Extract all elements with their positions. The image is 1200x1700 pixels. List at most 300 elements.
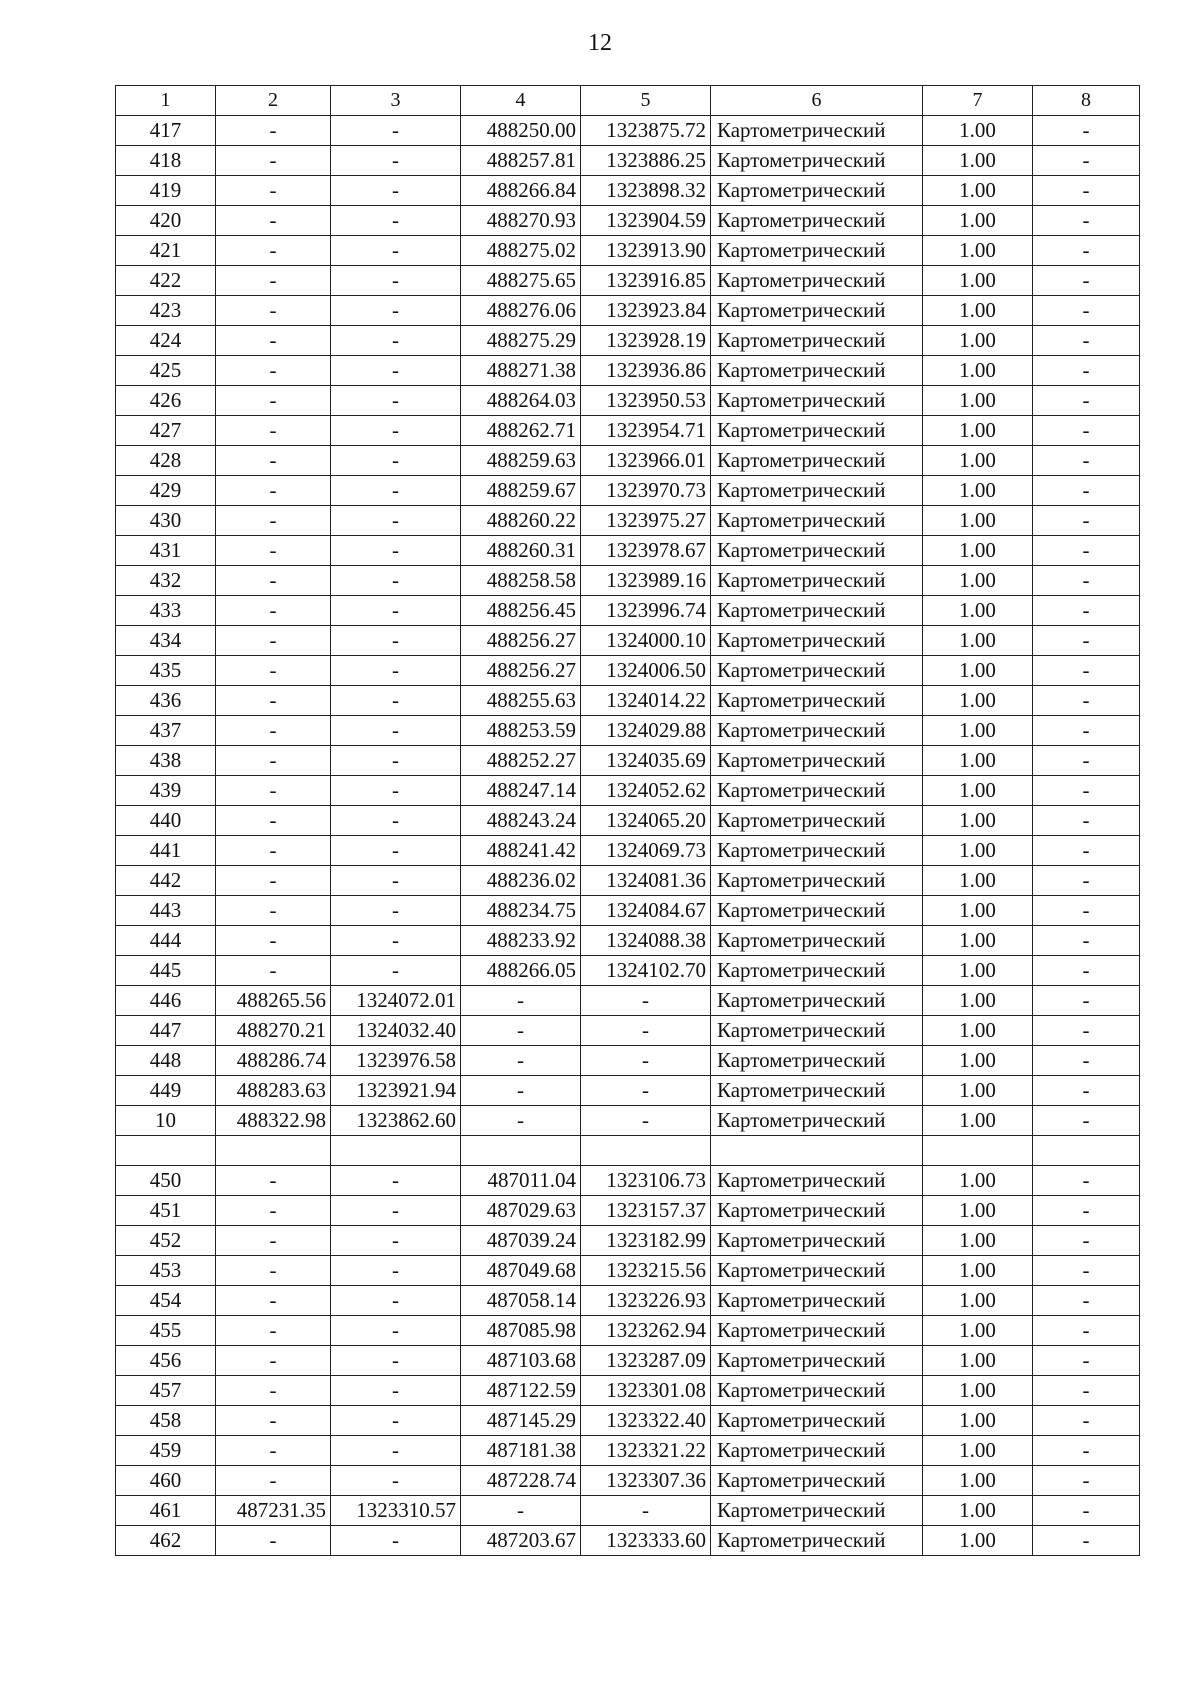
note-cell: - [1033,326,1140,356]
y-new-cell: 1324029.88 [581,716,711,746]
x-old-cell: - [216,1316,331,1346]
table-row [116,926,1140,956]
method-cell: Картометрический [711,1226,923,1256]
x-new-cell: 487039.24 [461,1226,581,1256]
x-new-cell: 488256.45 [461,596,581,626]
method-cell: Картометрический [711,1106,923,1136]
x-old-cell: - [216,1196,331,1226]
table-row [116,746,1140,776]
y-new-cell: 1324069.73 [581,836,711,866]
y-new-cell: 1323913.90 [581,236,711,266]
table-row [116,896,1140,926]
y-new-cell: 1323904.59 [581,206,711,236]
table-row [116,1346,1140,1376]
x-new-cell: 488276.06 [461,296,581,326]
y-old-cell: 1323921.94 [331,1076,461,1106]
x-old-cell: - [216,656,331,686]
x-old-cell: - [216,896,331,926]
table-row [116,656,1140,686]
x-new-cell: 487058.14 [461,1286,581,1316]
accuracy-cell: 1.00 [923,416,1033,446]
x-old-cell: 488322.98 [216,1106,331,1136]
point-number-cell: 455 [116,1316,216,1346]
x-old-cell: 488270.21 [216,1016,331,1046]
table-row [116,506,1140,536]
point-number-cell: 426 [116,386,216,416]
y-new-cell: - [581,1496,711,1526]
y-new-cell: 1323886.25 [581,146,711,176]
x-new-cell: 488256.27 [461,656,581,686]
column-header: 3 [331,86,461,116]
point-number-cell: 423 [116,296,216,326]
y-old-cell: - [331,1226,461,1256]
y-old-cell: - [331,1466,461,1496]
x-old-cell: - [216,1256,331,1286]
y-new-cell: 1323321.22 [581,1436,711,1466]
note-cell: - [1033,1076,1140,1106]
accuracy-cell: 1.00 [923,956,1033,986]
accuracy-cell: 1.00 [923,206,1033,236]
method-cell: Картометрический [711,1466,923,1496]
x-old-cell: - [216,356,331,386]
y-old-cell: - [331,866,461,896]
note-cell: - [1033,356,1140,386]
point-number-cell: 443 [116,896,216,926]
note-cell: - [1033,146,1140,176]
x-new-cell: 488247.14 [461,776,581,806]
x-old-cell: - [216,686,331,716]
accuracy-cell: 1.00 [923,1376,1033,1406]
table-row [116,1046,1140,1076]
coordinates-table [115,85,1140,1556]
x-old-cell: - [216,506,331,536]
method-cell: Картометрический [711,956,923,986]
accuracy-cell: 1.00 [923,1076,1033,1106]
y-old-cell: - [331,686,461,716]
note-cell: - [1033,566,1140,596]
y-old-cell: - [331,536,461,566]
x-new-cell: 487181.38 [461,1436,581,1466]
note-cell: - [1033,1196,1140,1226]
method-cell: Картометрический [711,626,923,656]
table-row [116,1496,1140,1526]
y-new-cell: 1324006.50 [581,656,711,686]
x-new-cell: - [461,1076,581,1106]
point-number-cell: 441 [116,836,216,866]
accuracy-cell: 1.00 [923,686,1033,716]
method-cell: Картометрический [711,1196,923,1226]
point-number-cell: 429 [116,476,216,506]
method-cell: Картометрический [711,1406,923,1436]
y-new-cell: 1323262.94 [581,1316,711,1346]
point-number-cell: 417 [116,116,216,146]
y-old-cell: - [331,596,461,626]
method-cell: Картометрический [711,176,923,206]
y-new-cell: 1323322.40 [581,1406,711,1436]
method-cell: Картометрический [711,356,923,386]
table-row [116,416,1140,446]
method-cell: Картометрический [711,1496,923,1526]
table-row [116,1406,1140,1436]
x-new-cell: 488275.65 [461,266,581,296]
accuracy-cell: 1.00 [923,1046,1033,1076]
x-old-cell: - [216,266,331,296]
x-new-cell: 488262.71 [461,416,581,446]
method-cell: Картометрический [711,446,923,476]
table-row [116,1466,1140,1496]
method-cell: Картометрический [711,1346,923,1376]
accuracy-cell: 1.00 [923,1106,1033,1136]
note-cell: - [1033,1406,1140,1436]
accuracy-cell: 1.00 [923,1226,1033,1256]
point-number-cell: 434 [116,626,216,656]
table-row [116,776,1140,806]
x-new-cell: 488275.02 [461,236,581,266]
point-number-cell: 424 [116,326,216,356]
point-number-cell: 458 [116,1406,216,1436]
point-number-cell: 421 [116,236,216,266]
accuracy-cell: 1.00 [923,1466,1033,1496]
accuracy-cell: 1.00 [923,356,1033,386]
accuracy-cell: 1.00 [923,746,1033,776]
column-header: 5 [581,86,711,116]
x-new-cell: 488264.03 [461,386,581,416]
method-cell: Картометрический [711,1016,923,1046]
note-cell: - [1033,506,1140,536]
method-cell: Картометрический [711,1436,923,1466]
y-new-cell: - [581,1076,711,1106]
x-old-cell: - [216,206,331,236]
method-cell: Картометрический [711,746,923,776]
accuracy-cell: 1.00 [923,896,1033,926]
y-new-cell: 1323916.85 [581,266,711,296]
table-row [116,1136,1140,1166]
note-cell: - [1033,686,1140,716]
note-cell: - [1033,1046,1140,1076]
y-old-cell: - [331,1526,461,1556]
column-header: 1 [116,86,216,116]
y-new-cell: 1324000.10 [581,626,711,656]
method-cell [711,1136,923,1166]
x-old-cell: - [216,236,331,266]
x-new-cell: 487011.04 [461,1166,581,1196]
note-cell: - [1033,1436,1140,1466]
y-old-cell: 1324032.40 [331,1016,461,1046]
method-cell: Картометрический [711,1286,923,1316]
note-cell: - [1033,836,1140,866]
table-row [116,1526,1140,1556]
y-new-cell: 1323215.56 [581,1256,711,1286]
y-new-cell: 1323936.86 [581,356,711,386]
y-old-cell: - [331,236,461,266]
y-old-cell: - [331,356,461,386]
y-new-cell: - [581,986,711,1016]
table-row [116,956,1140,986]
method-cell: Картометрический [711,566,923,596]
table-row [116,1196,1140,1226]
table-row [116,1226,1140,1256]
note-cell: - [1033,806,1140,836]
x-old-cell: - [216,626,331,656]
table-row [116,686,1140,716]
x-old-cell: - [216,446,331,476]
note-cell: - [1033,956,1140,986]
y-old-cell: - [331,1316,461,1346]
y-old-cell: - [331,1346,461,1376]
x-new-cell: 488257.81 [461,146,581,176]
note-cell: - [1033,206,1140,236]
method-cell: Картометрический [711,146,923,176]
accuracy-cell: 1.00 [923,986,1033,1016]
x-old-cell: - [216,806,331,836]
accuracy-cell: 1.00 [923,836,1033,866]
column-header-row [116,86,1140,116]
x-old-cell: - [216,926,331,956]
x-old-cell: - [216,116,331,146]
y-old-cell: - [331,116,461,146]
note-cell: - [1033,776,1140,806]
method-cell: Картометрический [711,716,923,746]
x-new-cell: 487203.67 [461,1526,581,1556]
accuracy-cell: 1.00 [923,926,1033,956]
point-number-cell: 449 [116,1076,216,1106]
point-number-cell: 452 [116,1226,216,1256]
point-number-cell: 419 [116,176,216,206]
accuracy-cell: 1.00 [923,866,1033,896]
x-new-cell: - [461,1046,581,1076]
point-number-cell: 440 [116,806,216,836]
method-cell: Картометрический [711,236,923,266]
method-cell: Картометрический [711,686,923,716]
table-row [116,836,1140,866]
x-new-cell: - [461,1106,581,1136]
y-new-cell: 1323975.27 [581,506,711,536]
note-cell: - [1033,1376,1140,1406]
y-new-cell: 1324102.70 [581,956,711,986]
y-new-cell: 1324081.36 [581,866,711,896]
note-cell: - [1033,596,1140,626]
column-header: 2 [216,86,331,116]
x-old-cell: - [216,1166,331,1196]
point-number-cell: 444 [116,926,216,956]
note-cell: - [1033,896,1140,926]
table-row [116,146,1140,176]
y-new-cell: 1323950.53 [581,386,711,416]
column-header: 4 [461,86,581,116]
x-new-cell: 488241.42 [461,836,581,866]
point-number-cell: 461 [116,1496,216,1526]
point-number-cell: 456 [116,1346,216,1376]
y-old-cell: - [331,1376,461,1406]
table-row [116,1376,1140,1406]
table-row [116,536,1140,566]
note-cell: - [1033,1166,1140,1196]
point-number-cell: 436 [116,686,216,716]
x-old-cell: - [216,176,331,206]
accuracy-cell: 1.00 [923,266,1033,296]
point-number-cell: 430 [116,506,216,536]
method-cell: Картометрический [711,296,923,326]
point-number-cell: 442 [116,866,216,896]
y-old-cell: - [331,836,461,866]
point-number-cell: 446 [116,986,216,1016]
point-number-cell: 425 [116,356,216,386]
table-row [116,1436,1140,1466]
x-old-cell: - [216,1286,331,1316]
x-new-cell: 487228.74 [461,1466,581,1496]
y-old-cell: - [331,566,461,596]
note-cell: - [1033,1226,1140,1256]
table-row [116,296,1140,326]
y-new-cell: 1323287.09 [581,1346,711,1376]
x-new-cell: - [461,1016,581,1046]
y-new-cell: 1324065.20 [581,806,711,836]
accuracy-cell: 1.00 [923,326,1033,356]
x-new-cell: - [461,1496,581,1526]
point-number-cell: 460 [116,1466,216,1496]
x-new-cell: 487029.63 [461,1196,581,1226]
note-cell: - [1033,416,1140,446]
column-header: 6 [711,86,923,116]
y-new-cell: 1324084.67 [581,896,711,926]
y-old-cell: - [331,206,461,236]
y-new-cell [581,1136,711,1166]
accuracy-cell: 1.00 [923,116,1033,146]
method-cell: Картометрический [711,776,923,806]
accuracy-cell: 1.00 [923,1526,1033,1556]
y-new-cell: 1323301.08 [581,1376,711,1406]
x-new-cell: 487085.98 [461,1316,581,1346]
y-new-cell: - [581,1016,711,1046]
y-old-cell: - [331,626,461,656]
note-cell: - [1033,1106,1140,1136]
note-cell: - [1033,446,1140,476]
note-cell: - [1033,1316,1140,1346]
y-old-cell: - [331,296,461,326]
table-row [116,866,1140,896]
y-old-cell: - [331,266,461,296]
x-new-cell: 488259.67 [461,476,581,506]
x-old-cell: - [216,146,331,176]
note-cell [1033,1136,1140,1166]
column-header: 7 [923,86,1033,116]
method-cell: Картометрический [711,386,923,416]
y-new-cell: 1323307.36 [581,1466,711,1496]
point-number-cell: 438 [116,746,216,776]
accuracy-cell: 1.00 [923,386,1033,416]
accuracy-cell: 1.00 [923,1436,1033,1466]
table-row [116,476,1140,506]
y-old-cell: - [331,416,461,446]
point-number-cell: 433 [116,596,216,626]
point-number-cell: 418 [116,146,216,176]
y-new-cell: 1323928.19 [581,326,711,356]
x-new-cell [461,1136,581,1166]
x-old-cell: - [216,566,331,596]
table-row [116,1286,1140,1316]
accuracy-cell [923,1136,1033,1166]
note-cell: - [1033,1346,1140,1376]
accuracy-cell: 1.00 [923,716,1033,746]
y-new-cell: 1323954.71 [581,416,711,446]
accuracy-cell: 1.00 [923,806,1033,836]
table-row [116,176,1140,206]
x-old-cell: 488265.56 [216,986,331,1016]
x-old-cell: 488286.74 [216,1046,331,1076]
x-new-cell: 488271.38 [461,356,581,386]
y-new-cell: 1324088.38 [581,926,711,956]
accuracy-cell: 1.00 [923,146,1033,176]
x-old-cell: - [216,386,331,416]
accuracy-cell: 1.00 [923,776,1033,806]
x-new-cell: 488256.27 [461,626,581,656]
method-cell: Картометрический [711,1526,923,1556]
table-row [116,1076,1140,1106]
y-new-cell: 1323978.67 [581,536,711,566]
x-new-cell: 488233.92 [461,926,581,956]
method-cell: Картометрический [711,266,923,296]
method-cell: Картометрический [711,1376,923,1406]
note-cell: - [1033,1016,1140,1046]
method-cell: Картометрический [711,1316,923,1346]
y-old-cell: 1323310.57 [331,1496,461,1526]
point-number-cell: 422 [116,266,216,296]
x-new-cell: - [461,986,581,1016]
y-old-cell: 1323862.60 [331,1106,461,1136]
y-old-cell: - [331,1436,461,1466]
note-cell: - [1033,266,1140,296]
method-cell: Картометрический [711,476,923,506]
x-new-cell: 488259.63 [461,446,581,476]
method-cell: Картометрический [711,656,923,686]
note-cell: - [1033,746,1140,776]
y-new-cell: 1324052.62 [581,776,711,806]
table-row [116,386,1140,416]
method-cell: Картометрический [711,1256,923,1286]
x-new-cell: 488236.02 [461,866,581,896]
table-row [116,1016,1140,1046]
point-number-cell: 10 [116,1106,216,1136]
point-number-cell: 450 [116,1166,216,1196]
y-old-cell: - [331,386,461,416]
point-number-cell: 437 [116,716,216,746]
point-number-cell: 432 [116,566,216,596]
y-old-cell [331,1136,461,1166]
y-old-cell: - [331,926,461,956]
accuracy-cell: 1.00 [923,1016,1033,1046]
x-old-cell: - [216,1406,331,1436]
x-new-cell: 487122.59 [461,1376,581,1406]
accuracy-cell: 1.00 [923,1166,1033,1196]
y-new-cell: 1324014.22 [581,686,711,716]
x-old-cell: - [216,1376,331,1406]
y-old-cell: - [331,1256,461,1286]
y-old-cell: - [331,1196,461,1226]
accuracy-cell: 1.00 [923,626,1033,656]
x-new-cell: 488258.58 [461,566,581,596]
x-new-cell: 488266.84 [461,176,581,206]
y-old-cell: - [331,896,461,926]
accuracy-cell: 1.00 [923,1286,1033,1316]
point-number-cell: 428 [116,446,216,476]
method-cell: Картометрический [711,836,923,866]
table-row [116,566,1140,596]
table-row [116,1256,1140,1286]
x-old-cell: - [216,836,331,866]
y-old-cell: 1323976.58 [331,1046,461,1076]
accuracy-cell: 1.00 [923,596,1033,626]
accuracy-cell: 1.00 [923,296,1033,326]
